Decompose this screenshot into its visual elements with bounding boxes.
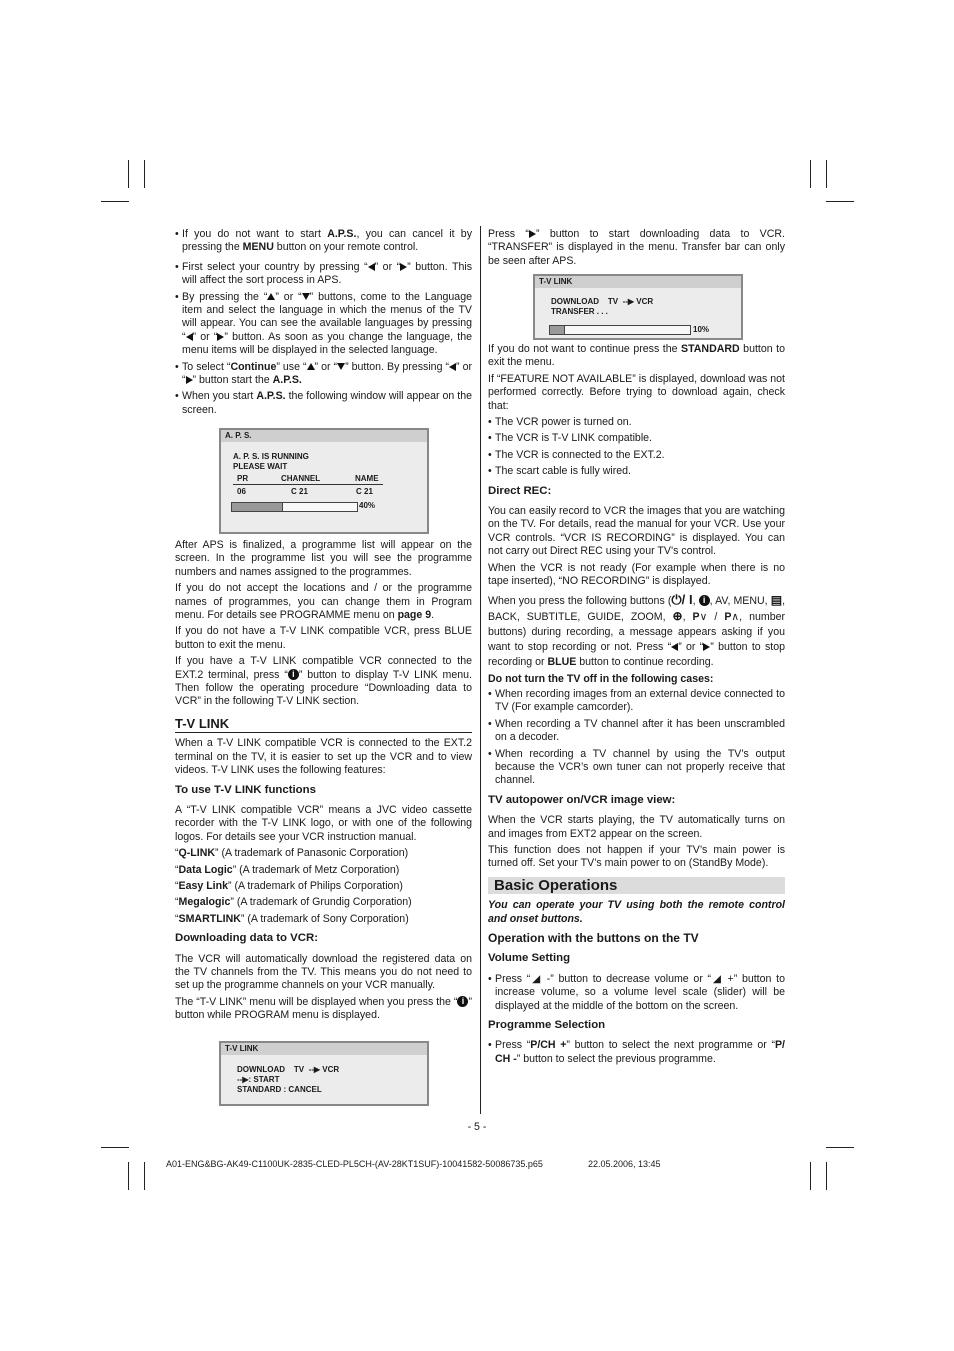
subsection-heading: Programme Selection: [488, 1019, 606, 1032]
paragraph: If you do not have a T-V LINK compatible VCR, press BLUE button to exit the menu.: [175, 625, 472, 651]
arrow-icon: --▶:: [237, 1075, 252, 1084]
list-item: • Press “◢ -” button to decrease volume or “◢ +” button to increase volume, so a volume level scale (slider) will be displayed at the middle of the bottom on the screen.: [488, 973, 785, 1013]
paragraph: When a T-V LINK compatible VCR is connected to the EXT.2 terminal on the TV, it is easier to set up the VCR and to view videos. T-V LINK uses the following features:: [175, 737, 472, 777]
subsection-heading: Operation with the buttons on the TV: [488, 931, 699, 945]
osd-value: C 21: [356, 487, 373, 496]
right-column-2: [488, 343, 785, 1069]
left-column: [175, 228, 472, 420]
crop-mark: [826, 201, 854, 202]
osd-value: C 21: [291, 487, 308, 496]
trademark-item: “SMARTLINK” (A trademark of Sony Corporation): [175, 912, 409, 925]
list-item: • The VCR is T-V LINK compatible.: [488, 432, 785, 445]
paragraph: The “T-V LINK” menu will be displayed when you press the “ i ” button while PROGRAM menu is displayed.: [175, 995, 472, 1022]
osd-status: PLEASE WAIT: [233, 462, 288, 471]
info-icon: i: [457, 996, 468, 1007]
crop-mark: [101, 201, 129, 202]
list-item: • The VCR is connected to the EXT.2.: [488, 449, 785, 462]
footer-date: 22.05.2006, 13:45: [588, 1159, 661, 1169]
trademark-list: [175, 847, 472, 926]
arrow-icon: --▶: [308, 1065, 321, 1074]
transfer-progress-fill: [550, 326, 565, 334]
right-column: [488, 228, 785, 271]
osd-header: CHANNEL: [281, 474, 321, 483]
osd-header: PR: [237, 474, 249, 483]
subsection-heading: Do not turn the TV off in the following cases:: [488, 672, 714, 685]
info-icon: i: [288, 669, 299, 680]
footer-file: A01-ENG&BG-AK49-C1100UK-2835-CLED-PL5CH-(AV-28KT1SUF)-10041582-50086735.p65: [166, 1159, 543, 1169]
paragraph: After APS is finalized, a programme list will appear on the screen. In the programme list you will see the programme numbers and names assigned to the programmes.: [175, 539, 472, 578]
osd-line: DOWNLOAD TV --▶ VCR: [237, 1065, 340, 1074]
teletext-icon: ▤: [770, 592, 783, 607]
list-item: • When you start A.P.S. the following window will appear on the screen.: [175, 390, 472, 417]
osd-line: --▶: START: [237, 1075, 280, 1084]
right-arrow-icon: [529, 230, 536, 238]
power-icon: ⏻/ I: [671, 591, 693, 607]
aps-progress-fill: [232, 503, 283, 511]
left-arrow-icon: [186, 333, 193, 341]
list-item: • When recording images from an external device connected to TV (For example camcorder).: [488, 688, 785, 715]
left-column-2: [175, 539, 472, 1026]
arrow-icon: --▶: [622, 297, 635, 306]
section-heading: Basic Operations: [488, 877, 785, 894]
transfer-progress-label: 10%: [693, 325, 710, 334]
osd-title: T-V LINK: [221, 1043, 427, 1055]
tvlink-start-osd: [219, 1041, 429, 1106]
osd-header: NAME: [355, 474, 379, 483]
aps-progress-label: 40%: [359, 501, 376, 510]
osd-status: A. P. S. IS RUNNING: [233, 452, 309, 461]
osd-value: 06: [237, 487, 246, 496]
crop-mark: [144, 160, 145, 188]
volume-icon: ◢: [530, 972, 543, 985]
chevron-down-icon: ∨: [699, 610, 708, 623]
paragraph: Press “ ” button to start downloading data to VCR. “TRANSFER” is displayed in the menu. Transfer bar can only be seen after APS.: [488, 228, 785, 267]
page-number: - 5 -: [467, 1121, 487, 1133]
section-heading: T-V LINK: [175, 717, 472, 733]
down-arrow-icon: [337, 363, 345, 370]
paragraph: If you do not accept the locations and / or the programme names of programmes, you can change them in Program menu. For details see PROGRAMME menu on page 9.: [175, 582, 472, 622]
osd-title: A. P. S.: [221, 430, 427, 442]
crop-mark: [128, 1162, 129, 1190]
aps-progress-bar: [231, 502, 358, 512]
up-arrow-icon: [307, 363, 315, 370]
paragraph: When the VCR is not ready (For example when there is no tape inserted), “NO RECORDING” is displayed.: [488, 561, 785, 588]
paragraph: A “T-V LINK compatible VCR” means a JVC video cassette recorder with the T-V LINK logo, or with one of the following logos. For details see your VCR instruction manual.: [175, 803, 472, 843]
trademark-item: “Easy Link” (A trademark of Philips Corporation): [175, 879, 403, 892]
left-arrow-icon: [368, 263, 375, 271]
list-item: • First select your country by pressing “ ” or “ ” button. This will affect the sort process in APS.: [175, 261, 472, 288]
subsection-heading: Volume Setting: [488, 952, 571, 965]
info-icon: i: [699, 595, 710, 606]
osd-line: TRANSFER . . .: [551, 307, 608, 316]
left-arrow-icon: [449, 363, 456, 371]
crop-mark: [144, 1162, 145, 1190]
crop-mark: [128, 160, 129, 188]
paragraph: If you have a T-V LINK compatible VCR connected to the EXT.2 terminal, press “ i ” button to display T-V LINK menu. Then follow the operating procedure “Downloading data to VCR” in the following T-V LINK section.: [175, 655, 472, 708]
osd-title: T-V LINK: [535, 276, 741, 288]
crop-mark: [810, 160, 811, 188]
trademark-item: “Q-LINK” (A trademark of Panasonic Corporation): [175, 847, 409, 860]
subsection-heading: Direct REC:: [488, 484, 552, 497]
list-item: • To select “Continue” use “ ” or “ ” button. By pressing “ ” or “ ” button start the A.P.S.: [175, 361, 472, 388]
paragraph: When you press the following buttons (⏻/ I, i , AV, MENU, ▤, BACK, SUBTITLE, GUIDE, ZOOM, ⊕, P∨ / P∧, number buttons) during recording, a message appears asking if you want to stop recording or not. Press “ ” or “ ” button to stop recording or BLUE button to continue recording.: [488, 591, 786, 668]
list-item: • If you do not want to start A.P.S., you can cancel it by pressing the MENU button on your remote control.: [175, 228, 472, 255]
list-item: • The VCR power is turned on.: [488, 416, 785, 429]
list-item: • The scart cable is fully wired.: [488, 465, 785, 478]
tvlink-transfer-osd: [533, 274, 743, 340]
paragraph: When the VCR starts playing, the TV automatically turns on and images from EXT2 appear on the screen.: [488, 814, 785, 840]
subsection-heading: TV autopower on/VCR image view:: [488, 793, 676, 806]
zoom-icon: ⊕: [672, 608, 683, 623]
crop-mark: [826, 160, 827, 188]
subsection-heading: To use T-V LINK functions: [175, 783, 316, 796]
list-item: • Press “P/CH +” button to select the next programme or “P/ CH -” button to select the previous programme.: [488, 1039, 785, 1066]
aps-osd-window: [219, 428, 429, 534]
paragraph: If “FEATURE NOT AVAILABLE” is displayed, download was not performed correctly. Before trying to download again, check that:: [488, 372, 785, 412]
crop-mark: [101, 1147, 129, 1148]
column-divider: [480, 226, 481, 1114]
crop-mark: [826, 1147, 854, 1148]
paragraph: You can operate your TV using both the remote control and onset buttons.: [488, 899, 785, 925]
list-item: • By pressing the “ ” or “ ” buttons, come to the Language item and select the language in which the menus of the TV will appear. You can see the available languages by pressing “ ” or “ ” button. As soon as you change the language, the menu items will be displayed in the selected language.: [175, 291, 472, 358]
paragraph: This function does not happen if your TV’s main power is turned off. Set your TV’s main power to on (StandBy Mode).: [488, 843, 785, 870]
paragraph: If you do not want to continue press the STANDARD button to exit the menu.: [488, 343, 785, 369]
paragraph: The VCR will automatically download the registered data on the TV channels from the TV. This means you do not need to set up the programme channels on your VCR manually.: [175, 952, 472, 992]
paragraph: You can easily record to VCR the images that you are watching on the TV. For details, read the manual for your VCR. Use your VCR controls. “VCR IS RECORDING” is displayed. You can not carry out Direct REC using your TV’s control.: [488, 505, 785, 558]
osd-line: STANDARD : CANCEL: [237, 1085, 322, 1094]
down-arrow-icon: [302, 293, 310, 300]
transfer-progress-bar: [549, 325, 691, 335]
trademark-item: “Data Logic” (A trademark of Metz Corporation): [175, 863, 400, 876]
chevron-up-icon: ∧: [731, 610, 740, 623]
osd-line: DOWNLOAD TV --▶ VCR: [551, 297, 654, 306]
volume-icon: ◢: [711, 972, 723, 985]
trademark-item: “Megalogic” (A trademark of Grundig Corporation): [175, 896, 412, 909]
list-item: • When recording a TV channel by using the TV’s output because the VCR’s own tuner can not properly receive that channel.: [488, 748, 785, 788]
right-arrow-icon: [186, 376, 193, 384]
crop-mark: [826, 1162, 827, 1190]
crop-mark: [810, 1162, 811, 1190]
subsection-heading: Downloading data to VCR:: [175, 932, 319, 945]
list-item: • When recording a TV channel after it has been unscrambled on a decoder.: [488, 718, 785, 745]
